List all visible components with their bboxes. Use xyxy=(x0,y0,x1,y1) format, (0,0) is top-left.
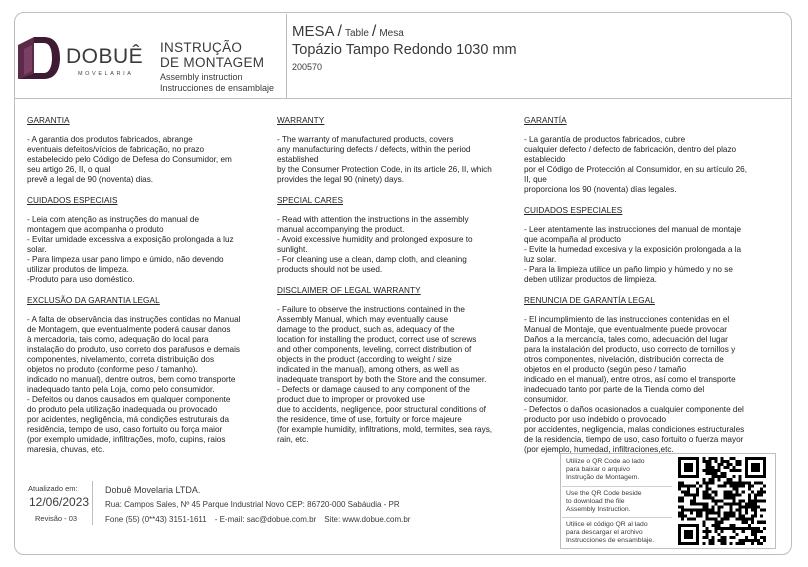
section-title: RENUNCIA DE GARANTÍA LEGAL xyxy=(524,296,655,305)
footer-divider xyxy=(92,481,93,525)
product-code: 200570 xyxy=(292,62,323,72)
company-contact xyxy=(105,515,418,524)
column-spanish xyxy=(524,116,786,466)
section-title: DISCLAIMER OF LEGAL WARRANTY xyxy=(277,286,421,295)
section-body: - Read with attention the instructions in the assembly manual accompanying the product. - Avoid excessive humidity and prolonged exposure to sunlight. - For cleaning use a clean, damp cloth, and cleaning products should not be used. xyxy=(277,215,473,274)
qr-code-icon[interactable] xyxy=(678,457,766,545)
section-title: GARANTIA xyxy=(27,116,70,125)
category-en: Table xyxy=(344,28,369,39)
updated-label: Atualizado em: xyxy=(28,484,78,493)
brand-subtitle: MOVELARIA xyxy=(78,71,134,77)
section-body: - Failure to observe the instructions contained in the Assembly Manual, which may eventually cause damage to the product, such as, adequacy of the location for installing the product, correct use of screws and other components, leveling, correct distribution of objects in the product (according to weight / size indicated in the manual), among others, as well as inadequate transport by both the Store and the consumer. - Defects or damage caused to any component of the product due to improper or provoked use due to accidents, negligence, poor structural conditions of the residence, time of use, fortuity or force majeure (for example humidity, infiltrations, mold, termites, sea rays, rain, etc. xyxy=(277,305,493,444)
phone: Fone (55) (0**43) 3151-1611 xyxy=(105,515,207,524)
section-body: - A garantia dos produtos fabricados, abrange eventuais defeitos/vícios de fabricação, no prazo estabelecido pelo Código de Defesa do Consumidor, em seu artigo 26, II, o qual prevê a legal de 90 (noventa) dias. xyxy=(27,135,232,184)
site: Site: www.dobue.com.br xyxy=(324,515,411,524)
email: - E-mail: sac@dobue.com.br xyxy=(214,515,317,524)
category-es: Mesa xyxy=(379,28,404,39)
instruction-title-line1: INSTRUÇÃO xyxy=(160,40,243,55)
header-separator xyxy=(14,98,792,99)
section-title: GARANTÍA xyxy=(524,116,567,125)
updated-date: 12/06/2023 xyxy=(29,495,90,509)
product-name: Topázio Tampo Redondo 1030 mm xyxy=(292,42,517,58)
brand-name: DOBUÊ xyxy=(66,45,144,68)
section-title: WARRANTY xyxy=(277,116,325,125)
section-body: - The warranty of manufactured products, covers any manufacturing defects / defects, within the period established by the Consumer Protection Code, in its article 26, II, which provides the legal 90 (ninety) days. xyxy=(277,135,492,184)
instruction-subtitles xyxy=(160,72,274,94)
instruction-subtitle-es: Instrucciones de ensamblaje xyxy=(160,83,275,93)
section-body: - A falta de observância das instruções contidas no Manual de Montagem, que eventualmente poderá causar danos à mercadoria, tais como, adequação do local para instalação do produto, uso correto dos parafusos e demais componentes, nivelamento, correta distribuição dos objetos no produto (conforme peso / tamanho). indicado no manual), dentre outros, bem como transporte inadequado tanto pela Loja, como pelo consumidor. - Defeitos ou danos causados em qualquer componente do produto pela utilização inadequada ou provocado por acidentes, negligência, má condições estruturais da residência, tempo de uso, caso fortuito ou força maior (por exemplo umidade, infiltrações, mofo, cupins, raios maresia, chuvas, etc. xyxy=(27,315,241,454)
qr-separator xyxy=(562,486,672,487)
section-body: - La garantía de productos fabricados, cubre cualquier defecto / defecto de fabricación, dentro del plazo establecido por el Código de Protección al Consumidor, en su artículo 26, II, que proporciona los 90 (noventa) días legales. xyxy=(524,135,748,194)
section-title: SPECIAL CARES xyxy=(277,196,344,205)
column-portuguese xyxy=(27,116,277,466)
company-name: Dobuê Movelaria LTDA. xyxy=(105,485,201,495)
section-body: - Leia com atenção as instruções do manual de montagem que acompanha o produto - Evitar umidade excessiva a exposição prolongada a luz solar. - Para limpeza usar pano limpo e úmido, não devendo utilizar produtos de limpeza. -Produto para uso doméstico. xyxy=(27,215,234,284)
qr-separator xyxy=(562,517,672,518)
qr-text-en: Use the QR Code beside to download the file Assembly Instruction. xyxy=(566,490,642,513)
revision: Revisão - 03 xyxy=(35,514,78,523)
product-category: MESA / Table / Mesa xyxy=(292,23,404,40)
instruction-title-line2: DE MONTAGEM xyxy=(160,55,265,70)
instruction-title xyxy=(160,40,264,70)
section-title: CUIDADOS ESPECIALES xyxy=(524,206,623,215)
header-divider xyxy=(286,14,287,98)
instruction-subtitle-en: Assembly instruction xyxy=(160,72,243,82)
section-body: - El incumplimiento de las instrucciones contenidas en el Manual de Montaje, que eventualmente puede provocar Daños a la mercancía, tales como, adecuación del lugar para la instalación del producto, uso correcto de tornillos y otros componentes, nivelación, distribución correcta de objetos en el producto (según peso / tamaño indicado en el manual), entre otros, así como el transporte inadecuado tanto por parte de la Tienda como del consumidor. - Defectos o daños ocasionados a cualquier componente del producto por uso indebido o provocado por accidentes, negligencia, malas condiciones estructurales de la residencia, tiempo de uso, caso fortuito o fuerza mayor (por ejemplo, humedad, infiltraciones,etc. xyxy=(524,315,745,454)
qr-text-es: Utilice el código QR al lado para descargar el archivo Instrucciones de ensamblaje. xyxy=(566,521,655,544)
section-title: EXCLUSÃO DA GARANTIA LEGAL xyxy=(27,296,160,305)
company-address: Rua: Campos Sales, Nº 45 Parque Industrial Novo CEP: 86720-000 Sabáudia - PR xyxy=(105,500,400,509)
column-english xyxy=(277,116,527,456)
section-title: CUIDADOS ESPECIAIS xyxy=(27,196,118,205)
category-pt: MESA xyxy=(292,23,335,40)
dobue-logo-icon xyxy=(16,35,60,81)
section-body: - Leer atentamente las instrucciones del manual de montaje que acompaña al producto - Evite la humedad excesiva y la exposición prolongada a la luz solar. - Para la limpieza utilice un paño limpio y húmedo y no se deben utilizar productos de limpieza. xyxy=(524,225,742,284)
qr-text-pt: Utilize o QR Code ao lado para baixar o arquivo Instrução de Montagem. xyxy=(566,458,645,481)
